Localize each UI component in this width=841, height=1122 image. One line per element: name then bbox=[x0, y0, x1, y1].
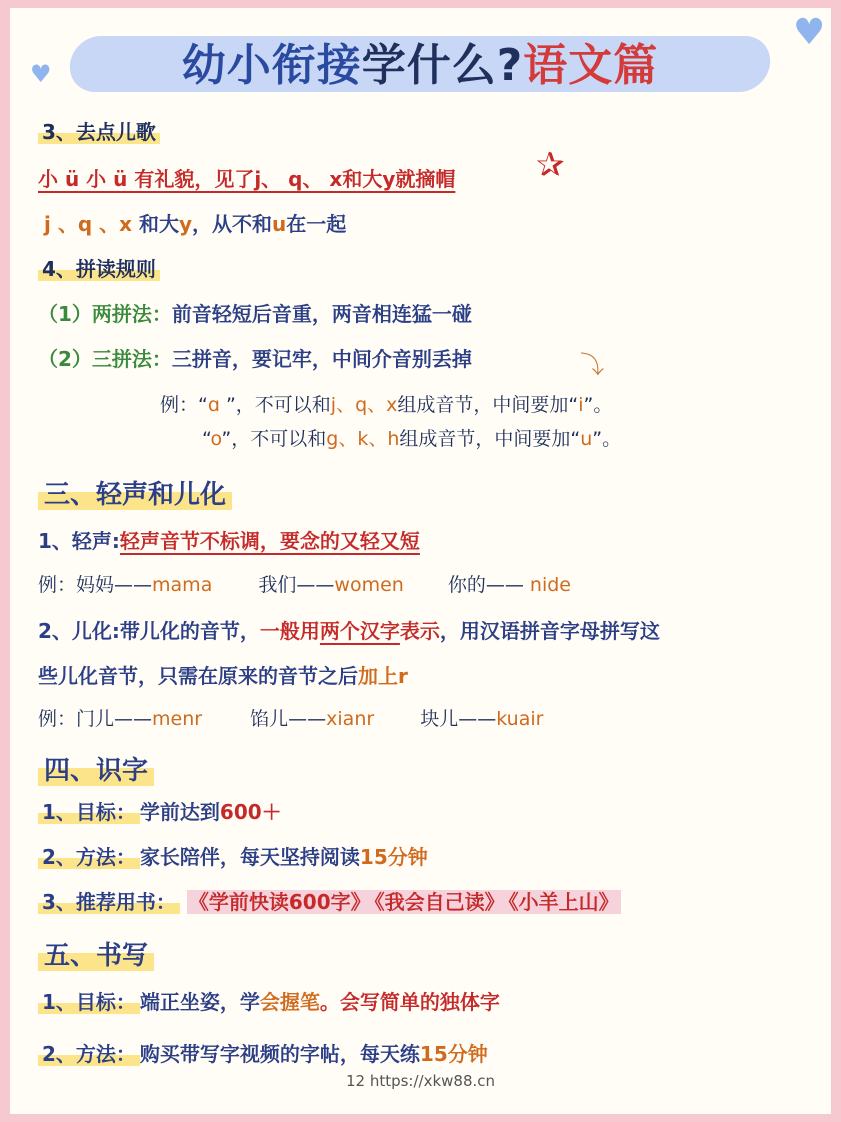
book-title: 《我会自己读》 bbox=[374, 890, 505, 914]
book-title: 《学前快读600字》 bbox=[188, 890, 371, 914]
erhua-rule: 2、儿化:带儿化的音节，一般用两个汉字表示，用汉语拼音字母拼写这 bbox=[38, 619, 660, 643]
title-part1: 幼小衔接 bbox=[181, 40, 362, 91]
literacy-goal: 1、目标： 学前达到600＋ bbox=[38, 796, 282, 825]
rule-two-part: （1）两拼法：前音轻短后音重，两音相连猛一碰 bbox=[38, 302, 472, 326]
rhyme-explanation: j 、q 、x 和大y，从不和u在一起 bbox=[44, 212, 347, 236]
book-title: 《小羊上山》 bbox=[508, 890, 619, 914]
example-line: “o”，不可以和g、k、h组成音节，中间要加“u”。 bbox=[202, 428, 622, 450]
example-line: 例：“ɑ ”，不可以和j、q、x组成音节，中间要加“i”。 bbox=[160, 394, 613, 416]
chapter-heading: 三、轻声和儿化 bbox=[38, 474, 232, 511]
chapter-heading: 四、识字 bbox=[38, 750, 154, 787]
erhua-rule-cont: 些儿化音节，只需在原来的音节之后加上r bbox=[38, 664, 408, 688]
heart-icon: ♥ bbox=[793, 12, 826, 53]
page-title bbox=[70, 28, 770, 104]
light-tone-rule: 1、轻声:轻声音节不标调，要念的又轻又短 bbox=[38, 529, 420, 553]
writing-method: 2、方法： 购买带写字视频的字帖，每天练15分钟 bbox=[38, 1038, 488, 1067]
title-part3: 语文篇 bbox=[523, 40, 659, 91]
section-heading: 3、去点儿歌 bbox=[38, 116, 160, 145]
section-heading: 4、拼读规则 bbox=[38, 253, 160, 282]
heart-icon: ♥ bbox=[30, 60, 52, 88]
page-footer: 12 https://xkw88.cn bbox=[345, 1072, 496, 1090]
title-part2: 学什么? bbox=[361, 40, 524, 91]
erhua-examples: 例：门儿——menr 馅儿——xianr 块儿——kuair bbox=[38, 708, 544, 730]
star-icon: ✰ bbox=[536, 145, 565, 185]
writing-goal: 1、目标： 端正坐姿，学会握笔。会写简单的独体字 bbox=[38, 986, 500, 1015]
literacy-method: 2、方法： 家长陪伴，每天坚持阅读15分钟 bbox=[38, 841, 428, 870]
recommended-books: 3、推荐用书： 《学前快读600字》 《我会自己读》 《小羊上山》 bbox=[38, 886, 621, 915]
light-tone-examples: 例：妈妈——mama 我们——women 你的—— nide bbox=[38, 574, 571, 596]
chapter-heading: 五、书写 bbox=[38, 935, 154, 972]
rhyme-line: 小 ü 小 ü 有礼貌，见了j、 q、 x和大y就摘帽 bbox=[38, 167, 456, 191]
curved-arrow-icon: ⤵ bbox=[580, 351, 604, 379]
rule-three-part: （2）三拼法：三拼音，要记牢，中间介音别丢掉 bbox=[38, 347, 472, 371]
